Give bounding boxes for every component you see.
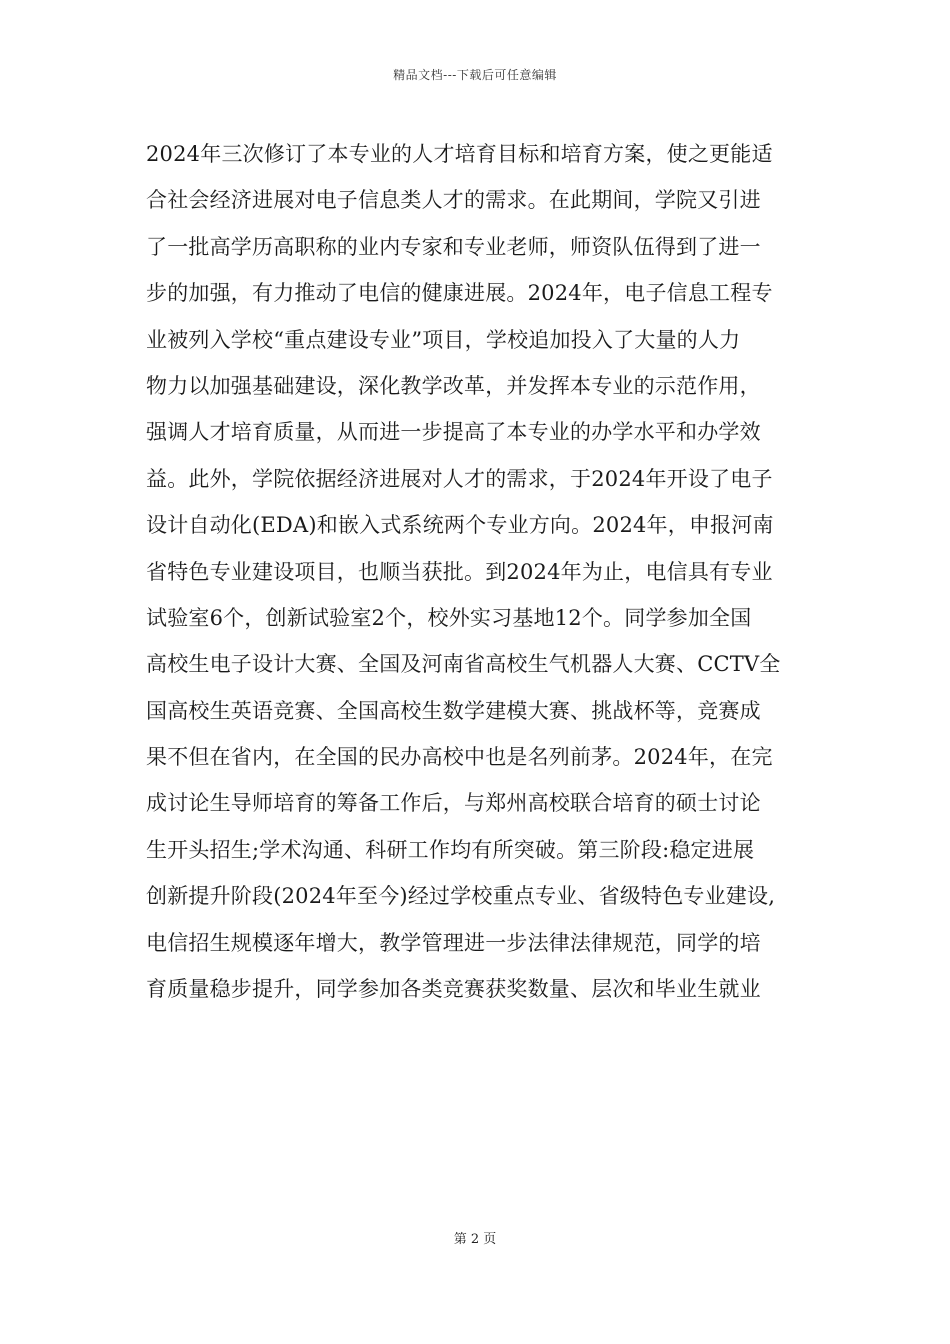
text-line: 育质量稳步提升，同学参加各类竞赛获奖数量、层次和毕业生就业	[146, 977, 761, 1002]
text-line: 试验室6个，创新试验室2个，校外实习基地12个。同学参加全国	[146, 605, 752, 630]
text-line: 成讨论生导师培育的筹备工作后，与郑州高校联合培育的硕士讨论	[146, 791, 761, 816]
page-header: 精品文档---下载后可任意编辑	[393, 68, 557, 82]
text-line: 生开头招生;学术沟通、科研工作均有所突破。第三阶段:稳定进展	[146, 837, 755, 862]
text-line: 省特色专业建设项目，也顺当获批。到2024年为止，电信具有专业	[146, 559, 773, 584]
text-line: 合社会经济进展对电子信息类人才的需求。在此期间，学院又引进	[146, 188, 761, 213]
text-line: 物力以加强基础建设，深化教学改革，并发挥本专业的示范作用，	[146, 373, 761, 398]
page-number: 第 2 页	[453, 1232, 497, 1247]
text-line: 了一批高学历高职称的业内专家和专业老师，师资队伍得到了进一	[146, 234, 761, 259]
text-line: 果不但在省内，在全国的民办高校中也是名列前茅。2024年，在完	[146, 745, 773, 770]
text-line: 业被列入学校“重点建设专业”项目，学校追加投入了大量的人力	[146, 327, 741, 352]
text-line: 益。此外，学院依据经济进展对人才的需求，于2024年开设了电子	[146, 466, 773, 491]
text-line: 步的加强，有力推动了电信的健康进展。2024年，电子信息工程专	[146, 281, 773, 306]
text-line: 设计自动化(EDA)和嵌入式系统两个专业方向。2024年，申报河南	[146, 513, 774, 538]
text-line: 国高校生英语竞赛、全国高校生数学建模大赛、挑战杯等，竞赛成	[146, 698, 761, 723]
text-line: 电信招生规模逐年增大，教学管理进一步法律法律规范，同学的培	[146, 930, 761, 955]
text-line: 强调人才培育质量，从而进一步提高了本专业的办学水平和办学效	[146, 420, 761, 445]
text-line: 创新提升阶段(2024年至今)经过学校重点专业、省级特色专业建设,	[146, 884, 776, 909]
text-line: 高校生电子设计大赛、全国及河南省高校生气机器人大赛、CCTV全	[146, 652, 781, 677]
document-body	[146, 134, 826, 1015]
text-line: 2024年三次修订了本专业的人才培育目标和培育方案，使之更能适	[146, 142, 773, 166]
